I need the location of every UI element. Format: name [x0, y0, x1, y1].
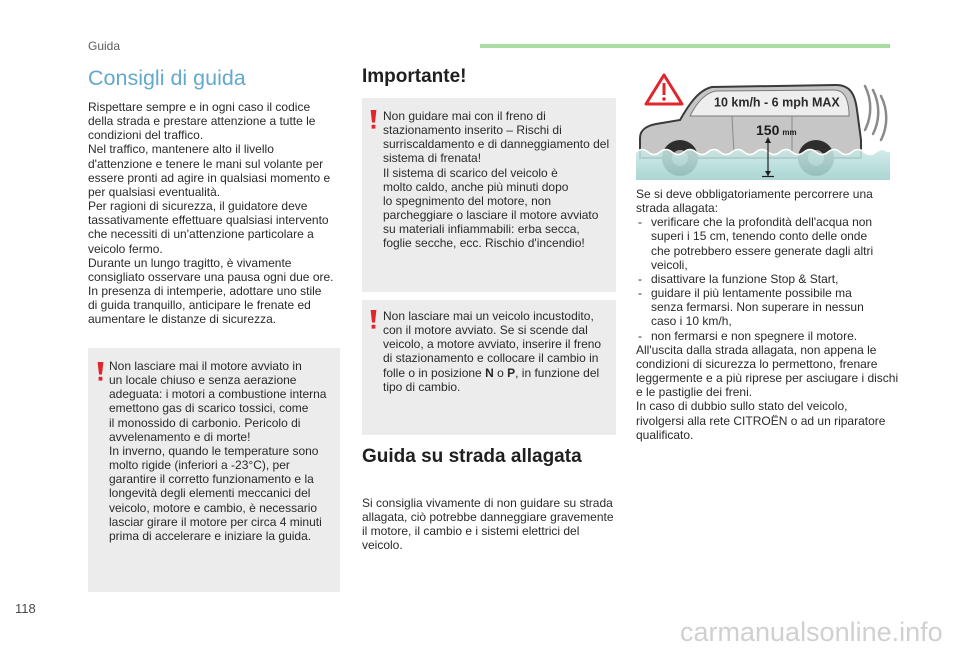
flooded-road-instructions [636, 187, 898, 442]
header-rule [480, 44, 890, 48]
list-item [636, 215, 898, 272]
driving-tips-paragraph: Rispettare sempre e in ogni caso il codice della strada e prestare attenzione a tutte le condizioni del traffico. Nel traffico, mantenere alto il livello d'attenzione e tenere le mani sul volante per essere pronti ad agire in qualsiasi momento e per qualsiasi eventualità. Per ragioni di sicurezza, il guidatore deve tassativamente effettuare qualsiasi intervento che necessiti di un'attenzione particolare a veicolo fermo. Durante un lungo tragitto, è vivamente consigliato osservare una pausa ogni due ore. In presenza di intemperie, adottare uno stile di guida tranquillo, anticipare le frenate ed aumentare le distanze di sicurezza. [88, 100, 334, 327]
depth-value: 150 [756, 122, 780, 138]
exclamation-icon [97, 362, 104, 381]
list-item-text: verificare che la profondità dell'acqua non superi i 15 cm, tenendo conto delle onde che potrebbero essere generate dagli altri veicoli, [651, 215, 874, 272]
warning-box-unattended-vehicle [362, 300, 616, 435]
list-item-text: non fermarsi e non spegnere il motore. [651, 328, 858, 343]
gear-neutral: N [485, 365, 494, 380]
warning-box-parking-brake [362, 98, 616, 292]
list-item [636, 272, 898, 286]
flooded-road-title: Guida su strada allagata [362, 446, 582, 467]
list-marker: - [638, 286, 642, 301]
speed-limit-label: 10 km/h - 6 mph MAX [714, 95, 840, 110]
exclamation-icon [370, 310, 377, 329]
flooded-road-paragraph: Si consiglia vivamente di non guidare su strada allagata, ciò potrebbe danneggiare gravemente il motore, il cambio e i sistemi elettrici del veicolo. [362, 496, 614, 553]
list-item-text: guidare il più lentamente possibile ma senza fermarsi. Non superare in nessun caso i 10 km/h, [651, 286, 864, 329]
warning-text: Non lasciare mai il motore avviato in un locale chiuso e senza aerazione adeguata: i motori a combustione interna emettono gas di scarico tossici, come il monossido di carbonio. Pericolo di avvelenamento e di morte! In inverno, quando le temperature sono molto rigide (inferiori a -23°C), per garantire il corretto funzionamento e la longevità degli elementi meccanici del veicolo, motore e cambio, è necessario lasciar girare il motore per circa 4 minuti prima di accelerare e iniziare la guida. [109, 359, 327, 543]
depth-unit: mm [782, 128, 797, 137]
motion-lines-icon [865, 86, 886, 140]
gear-park: P [507, 365, 516, 380]
important-title: Importante! [362, 66, 467, 87]
list-marker: - [638, 271, 642, 286]
list-item [636, 286, 898, 328]
watermark: carmanualsonline.info [680, 617, 943, 647]
list-marker: - [638, 215, 642, 230]
warning-text-before: Non lasciare mai un veicolo incustodito, con il motore avviato. Se si scende dal veicolo, a motore avviato, inserire il freno di stazionamento e collocare il cambio in folle o in posizione [383, 309, 602, 380]
instructions-after: All'uscita dalla strada allagata, non appena le condizioni di sicurezza lo permettono, frenare leggermente e a più riprese per asciugare i dischi e le pastiglie dei freni. In caso di dubbio sullo stato del veicolo, rivolgersi alla rete CITROËN o ad un riparatore qualificato. [636, 342, 899, 442]
list-marker: - [638, 328, 642, 343]
warning-box-engine-enclosed [88, 348, 340, 592]
warning-triangle-icon [646, 75, 682, 104]
section-label: Guida [88, 39, 121, 53]
page-number: 118 [15, 601, 36, 616]
exclamation-icon [370, 110, 377, 129]
driving-tips-title: Consigli di guida [88, 66, 246, 90]
list-item [636, 329, 898, 343]
warning-text [383, 309, 601, 394]
instructions-intro: Se si deve obbligatoriamente percorrere una strada allagata: [636, 187, 873, 216]
warning-text-after: , in funzione del tipo di cambio. [383, 365, 600, 394]
list-item-text: disattivare la funzione Stop & Start, [651, 271, 839, 286]
warning-text-mid: o [493, 365, 508, 380]
flooded-road-illustration [636, 72, 890, 180]
warning-text: Non guidare mai con il freno di stazionamento inserito – Rischi di surriscaldamento e di danneggiamento del sistema di frenata! Il sistema di scarico del veicolo è molto caldo, anche più minuti dopo lo spegnimento del motore, non parcheggiare o lasciare il motore avviato su materiali infiammabili: erba secca, foglie secche, ecc. Rischio d'incendio! [383, 109, 610, 251]
